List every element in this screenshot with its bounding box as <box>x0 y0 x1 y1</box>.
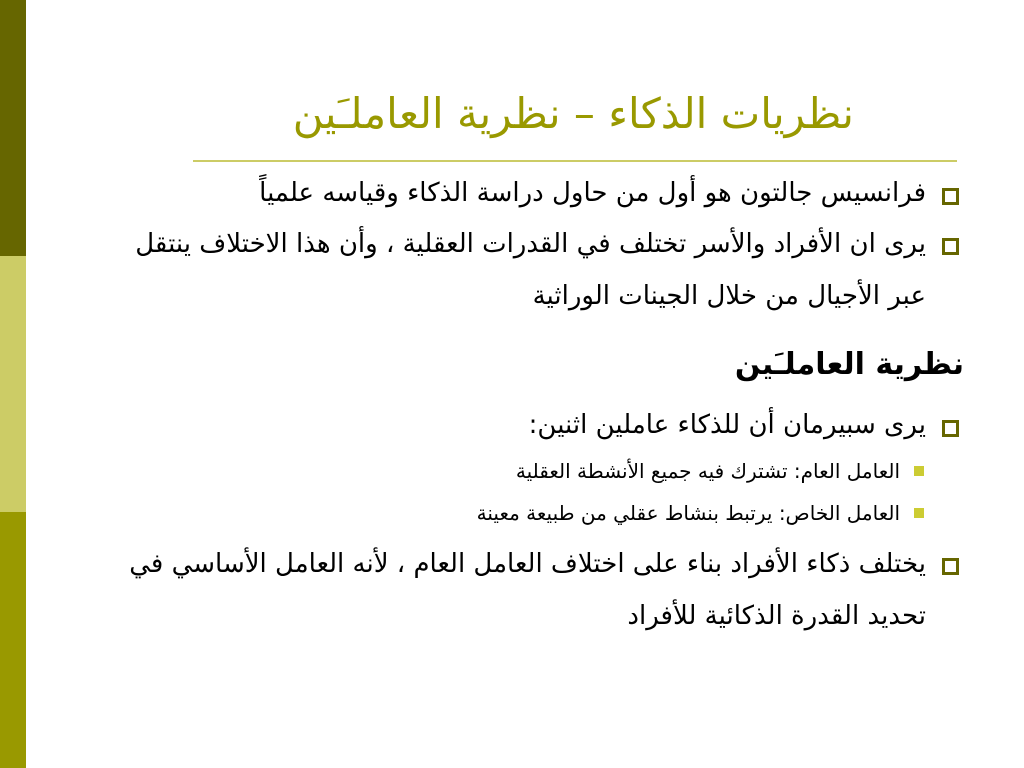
bullet-text: يرى سبيرمان أن للذكاء عاملين اثنين: <box>528 410 926 440</box>
bullet-spearman <box>124 400 964 450</box>
title-divider <box>193 160 957 162</box>
hollow-square-bullet-icon <box>942 188 959 205</box>
subheading: نظرية العاملـَين <box>734 347 964 382</box>
sub-bullet-general-factor <box>124 450 964 492</box>
bullet-text: يرى ان الأفراد والأسر تختلف في القدرات العقلية ، وأن هذا الاختلاف ينتقل عبر الأجيال من خلال الجينات الوراثية <box>135 229 926 311</box>
filled-square-bullet-icon <box>914 466 924 476</box>
bullet-text: فرانسيس جالتون هو أول من حاول دراسة الذكاء وقياسه علمياً <box>259 178 926 208</box>
bullet-galton <box>124 168 964 218</box>
bullet-conclusion <box>124 538 964 642</box>
slide-content <box>124 168 964 642</box>
hollow-square-bullet-icon <box>942 238 959 255</box>
slide-title: نظريات الذكاء – نظرية العاملـَين <box>292 89 854 138</box>
bullet-heredity <box>124 218 964 322</box>
sidebar-segment-dark <box>0 0 26 256</box>
hollow-square-bullet-icon <box>942 420 959 437</box>
sidebar-segment-light <box>0 256 26 512</box>
sidebar-accent <box>0 0 26 768</box>
spacer <box>124 322 964 330</box>
sub-bullet-text: العامل العام: تشترك فيه جميع الأنشطة العقلية <box>515 459 900 483</box>
sub-bullet-text: العامل الخاص: يرتبط بنشاط عقلي من طبيعة معينة <box>476 501 900 525</box>
filled-square-bullet-icon <box>914 508 924 518</box>
sub-bullet-specific-factor <box>124 492 964 534</box>
bullet-text: يختلف ذكاء الأفراد بناء على اختلاف العامل العام ، لأنه العامل الأساسي في تحديد القدرة الذكائية للأفراد <box>129 549 926 631</box>
sidebar-segment-mid <box>0 512 26 768</box>
hollow-square-bullet-icon <box>942 558 959 575</box>
